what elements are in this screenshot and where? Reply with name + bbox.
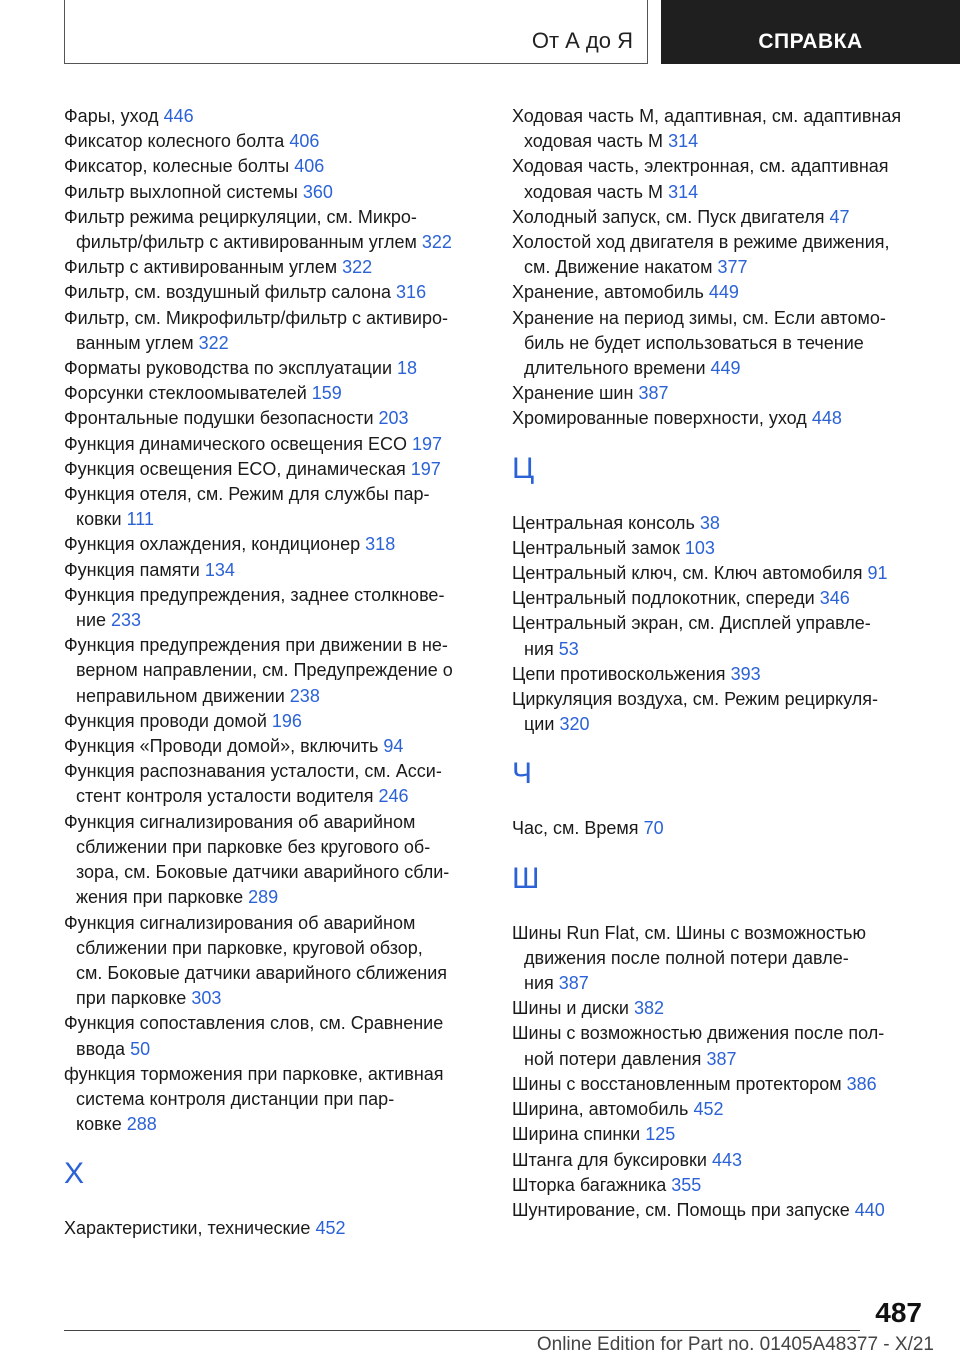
index-entry bbox=[64, 482, 484, 532]
page-link[interactable]: 449 bbox=[708, 282, 739, 303]
index-entry-text: Функция предупреждения при движении в не- bbox=[64, 635, 448, 656]
index-entry bbox=[64, 734, 484, 759]
page-link[interactable]: 91 bbox=[867, 563, 888, 584]
index-entry-text: Хромированные поверхности, уход bbox=[512, 408, 807, 429]
page-link[interactable]: 322 bbox=[342, 257, 373, 278]
index-entry-text: ходовая часть M bbox=[524, 181, 664, 202]
page-link[interactable]: 452 bbox=[315, 1218, 346, 1239]
index-entry bbox=[512, 280, 922, 305]
index-entry-text: Фиксатор, колесные болты bbox=[64, 156, 290, 177]
index-entry-text: Фильтр, см. Микрофильтр/фильтр с активиро- bbox=[64, 307, 449, 328]
section-tab[interactable] bbox=[661, 0, 960, 64]
index-entry bbox=[512, 662, 922, 687]
index-entry-text: Хранение шин bbox=[512, 383, 634, 404]
page-link[interactable]: 355 bbox=[671, 1174, 702, 1195]
page-link[interactable]: 382 bbox=[634, 998, 665, 1019]
page-number: 487 bbox=[875, 1297, 922, 1328]
index-entry-text: Час, см. Время bbox=[512, 818, 639, 839]
index-entry bbox=[512, 306, 922, 382]
page-link[interactable]: 448 bbox=[811, 408, 842, 429]
index-entry bbox=[64, 1011, 484, 1061]
index-entry-text: Функция «Проводи домой», включить bbox=[64, 736, 379, 757]
index-entry-text: Хранение на период зимы, см. Если автомо- bbox=[512, 307, 886, 328]
index-entry-text: Функция отеля, см. Режим для службы пар- bbox=[64, 484, 430, 505]
index-entry bbox=[64, 583, 484, 633]
page-link[interactable]: 197 bbox=[410, 458, 441, 479]
page-link[interactable]: 288 bbox=[126, 1114, 157, 1135]
index-entry bbox=[64, 104, 484, 129]
index-letter-heading: Х bbox=[64, 1157, 85, 1191]
index-entry-text: Функция сигнализирования об аварийном bbox=[64, 912, 416, 933]
index-entry bbox=[512, 1072, 922, 1097]
index-entry bbox=[64, 633, 484, 709]
page-link[interactable]: 197 bbox=[411, 433, 443, 454]
index-entry bbox=[512, 1097, 922, 1122]
footer-divider bbox=[64, 1330, 860, 1331]
index-entry bbox=[512, 154, 922, 204]
index-entry-text: Шины и диски bbox=[512, 998, 629, 1019]
index-entry-text: Центральный ключ, см. Ключ автомобиля bbox=[512, 563, 863, 584]
index-entry bbox=[512, 611, 922, 661]
index-entry-text: см. Боковые датчики аварийного сближения bbox=[76, 962, 448, 983]
page-link[interactable]: 125 bbox=[645, 1124, 676, 1145]
page-link[interactable]: 53 bbox=[558, 638, 579, 659]
page-link[interactable]: 246 bbox=[378, 786, 409, 807]
index-entry-text: Функция проводи домой bbox=[64, 710, 267, 731]
breadcrumb-label: От А до Я bbox=[531, 28, 633, 53]
page-link[interactable]: 303 bbox=[191, 988, 222, 1009]
page-link[interactable]: 316 bbox=[396, 282, 427, 303]
index-entry-text: Центральный подлокотник, спереди bbox=[512, 588, 815, 609]
index-entry-text: ния bbox=[524, 973, 554, 994]
index-entry bbox=[512, 996, 922, 1021]
index-entry bbox=[512, 230, 922, 280]
index-entry bbox=[512, 406, 922, 431]
index-entry-text: Центральный замок bbox=[512, 537, 680, 558]
index-entry-text: Шунтирование, см. Помощь при запуске bbox=[512, 1199, 850, 1220]
index-letter-heading: Ч bbox=[512, 757, 532, 791]
index-column-right bbox=[512, 104, 922, 1223]
index-entry bbox=[512, 1021, 922, 1071]
index-entry bbox=[64, 911, 484, 1012]
page-link[interactable]: 406 bbox=[289, 131, 320, 152]
index-entry bbox=[512, 104, 922, 154]
index-entry bbox=[64, 1216, 484, 1241]
page-link[interactable]: 314 bbox=[668, 181, 699, 202]
index-entry-text: Функция сигнализирования об аварийном bbox=[64, 811, 416, 832]
index-entry-text: Форсунки стеклоомывателей bbox=[64, 383, 307, 404]
page-link[interactable]: 134 bbox=[204, 559, 235, 580]
page-link[interactable]: 322 bbox=[421, 232, 452, 253]
index-entry-text: зора, см. Боковые датчики аварийного сбли- bbox=[76, 862, 450, 883]
index-entry-text: Фары, уход bbox=[64, 106, 159, 126]
index-entry bbox=[64, 356, 484, 381]
index-entry-text: ной потери давления bbox=[524, 1048, 702, 1069]
index-entry-text: Форматы руководства по эксплуатации bbox=[64, 358, 393, 379]
index-entry-text: Функция предупреждения, заднее столкнове- bbox=[64, 584, 445, 605]
index-entry bbox=[64, 709, 484, 734]
index-entry bbox=[512, 816, 922, 841]
index-entry-text: Функция динамического освещения ECO bbox=[64, 433, 407, 454]
page-link[interactable]: 94 bbox=[383, 736, 404, 757]
index-entry bbox=[64, 457, 484, 482]
index-entry-text: Функция сопоставления слов, см. Сравнение bbox=[64, 1013, 444, 1034]
index-entry-text: биль не будет использоваться в течение bbox=[524, 332, 864, 353]
index-entry-text: Штанга для буксировки bbox=[512, 1149, 707, 1170]
index-entry-text: ния bbox=[524, 638, 554, 659]
index-entry-text: Цепи противоскольжения bbox=[512, 663, 726, 684]
index-entry-text: Ширина, автомобиль bbox=[512, 1099, 689, 1120]
index-entry-text: неправильном движении bbox=[76, 685, 285, 706]
index-entry-text: ввода bbox=[76, 1038, 126, 1059]
index-entry-text: ковки bbox=[76, 509, 122, 530]
page-link[interactable]: 203 bbox=[378, 408, 409, 429]
page-link[interactable]: 360 bbox=[302, 181, 333, 202]
index-entry-text: Фильтр режима рециркуляции, см. Микро- bbox=[64, 206, 417, 227]
index-entry bbox=[64, 432, 484, 457]
page-link[interactable]: 233 bbox=[111, 610, 142, 631]
index-entry-text: Шины с возможностью движения после пол- bbox=[512, 1023, 885, 1044]
index-entry-text: Функция освещения ECO, динамическая bbox=[64, 458, 406, 479]
page-link[interactable]: 346 bbox=[819, 588, 850, 609]
index-entry-text: ние bbox=[76, 610, 107, 631]
page-link[interactable]: 50 bbox=[130, 1038, 151, 1059]
index-entry bbox=[64, 154, 484, 179]
index-entry bbox=[64, 1062, 484, 1138]
index-entry bbox=[512, 1198, 922, 1223]
index-entry bbox=[512, 511, 922, 536]
index-entry-text: жения при парковке bbox=[76, 887, 244, 908]
page-link[interactable]: 70 bbox=[643, 818, 664, 839]
index-entry-text: функция торможения при парковке, активная bbox=[64, 1063, 444, 1084]
page-link[interactable]: 318 bbox=[365, 534, 396, 555]
index-entry-text: Фильтр с активированным углем bbox=[64, 257, 338, 278]
index-entry bbox=[512, 561, 922, 586]
index-entry-text: Циркуляция воздуха, см. Режим рециркуля- bbox=[512, 689, 878, 710]
index-entry bbox=[64, 180, 484, 205]
page-header bbox=[64, 0, 960, 64]
footer-edition: Online Edition for Part no. 01405A48377 - X/21 bbox=[536, 1334, 934, 1355]
index-entry-text: ванным углем bbox=[76, 332, 194, 353]
index-entry-text: при парковке bbox=[76, 988, 187, 1009]
index-entry-text: Фиксатор колесного болта bbox=[64, 131, 285, 152]
page-link[interactable]: 443 bbox=[712, 1149, 743, 1170]
index-entry bbox=[64, 810, 484, 911]
index-entry bbox=[512, 1173, 922, 1198]
index-entry-text: Фильтр выхлопной системы bbox=[64, 181, 298, 202]
page-link[interactable]: 377 bbox=[717, 257, 748, 278]
index-entry bbox=[64, 205, 484, 255]
page-link[interactable]: 320 bbox=[559, 714, 590, 735]
page-link[interactable]: 289 bbox=[248, 887, 279, 908]
index-letter-heading: Ш bbox=[512, 861, 540, 895]
index-entry-text: движения после полной потери давле- bbox=[524, 947, 849, 968]
index-entry bbox=[512, 921, 922, 997]
page-link[interactable]: 406 bbox=[294, 156, 325, 177]
index-entry-text: Функция памяти bbox=[64, 559, 200, 580]
section-tab-label: СПРАВКА bbox=[758, 30, 863, 53]
index-entry bbox=[64, 759, 484, 809]
page-link[interactable]: 38 bbox=[699, 512, 720, 533]
index-entry-text: ковке bbox=[76, 1114, 122, 1135]
index-entry bbox=[64, 255, 484, 280]
index-entry-text: Ширина спинки bbox=[512, 1124, 641, 1145]
index-entry bbox=[64, 406, 484, 431]
index-entry-text: Холодный запуск, см. Пуск двигателя bbox=[512, 206, 825, 227]
index-entry-text: Хранение, автомобиль bbox=[512, 282, 704, 303]
index-entry-text: Центральный экран, см. Дисплей управле- bbox=[512, 613, 871, 634]
index-entry bbox=[64, 306, 484, 356]
index-entry bbox=[512, 687, 922, 737]
index-entry bbox=[64, 558, 484, 583]
index-entry-text: Шины Run Flat, см. Шины с возможностью bbox=[512, 922, 866, 943]
index-entry bbox=[512, 1122, 922, 1147]
index-entry-text: Функция распознавания усталости, см. Асси- bbox=[64, 761, 442, 782]
index-entry bbox=[512, 1148, 922, 1173]
index-entry-text: Холостой ход двигателя в режиме движения, bbox=[512, 232, 890, 253]
index-entry-text: Центральная консоль bbox=[512, 512, 695, 533]
index-entry-text: см. Движение накатом bbox=[524, 257, 713, 278]
page-link[interactable]: 196 bbox=[271, 710, 302, 731]
page-link[interactable]: 452 bbox=[693, 1099, 724, 1120]
index-entry-text: ции bbox=[524, 714, 555, 735]
page-link[interactable]: 238 bbox=[289, 685, 320, 706]
page-link[interactable]: 103 bbox=[684, 537, 715, 558]
index-entry-text: фильтр/фильтр с активированным углем bbox=[76, 232, 417, 253]
breadcrumb[interactable] bbox=[64, 0, 648, 64]
page-link[interactable]: 393 bbox=[730, 663, 761, 684]
index-entry-text: Фильтр, см. воздушный фильтр салона bbox=[64, 282, 392, 303]
index-entry bbox=[512, 381, 922, 406]
index-entry-text: система контроля дистанции при пар- bbox=[76, 1088, 395, 1109]
page-link[interactable]: 18 bbox=[397, 358, 418, 379]
page-link[interactable]: 387 bbox=[638, 383, 669, 404]
page-link[interactable]: 449 bbox=[710, 358, 741, 379]
index-entry bbox=[512, 536, 922, 561]
page-link[interactable]: 386 bbox=[846, 1073, 877, 1094]
index-entry bbox=[64, 129, 484, 154]
page-link[interactable]: 314 bbox=[668, 131, 699, 152]
index-entry-text: Шины с восстановленным протектором bbox=[512, 1073, 842, 1094]
page-link[interactable]: 387 bbox=[706, 1048, 737, 1069]
index-entry-text: ходовая часть M bbox=[524, 131, 664, 152]
index-entry bbox=[64, 532, 484, 557]
index-column-left bbox=[64, 104, 484, 1242]
page-link[interactable]: 322 bbox=[198, 332, 229, 353]
index-entry-text: Функция охлаждения, кондиционер bbox=[64, 534, 361, 555]
index-entry-text: Характеристики, технические bbox=[64, 1218, 311, 1239]
index-entry-text: сближении при парковке без кругового об- bbox=[76, 836, 431, 857]
page-link[interactable]: 440 bbox=[854, 1199, 885, 1220]
index-entry-text: верном направлении, см. Предупреждение о bbox=[76, 660, 453, 681]
index-letter-heading: Ц bbox=[512, 451, 535, 485]
index-entry bbox=[64, 280, 484, 305]
index-entry-text: Ходовая часть, электронная, см. адаптивная bbox=[512, 156, 889, 177]
page-link[interactable]: 111 bbox=[126, 509, 154, 530]
index-entry-text: сближении при парковке, круговой обзор, bbox=[76, 937, 423, 958]
index-entry-text: Ходовая часть M, адаптивная, см. адаптивная bbox=[512, 106, 902, 126]
index-entry-text: Шторка багажника bbox=[512, 1174, 667, 1195]
page-link[interactable]: 446 bbox=[163, 106, 194, 126]
index-entry-text: Фронтальные подушки безопасности bbox=[64, 408, 374, 429]
page-link[interactable]: 47 bbox=[829, 206, 850, 227]
index-entry-text: стент контроля усталости водителя bbox=[76, 786, 374, 807]
page-link[interactable]: 159 bbox=[311, 383, 342, 404]
index-entry bbox=[512, 586, 922, 611]
index-entry bbox=[64, 381, 484, 406]
index-entry-text: длительного времени bbox=[524, 358, 706, 379]
page-link[interactable]: 387 bbox=[558, 973, 589, 994]
index-entry bbox=[512, 205, 922, 230]
